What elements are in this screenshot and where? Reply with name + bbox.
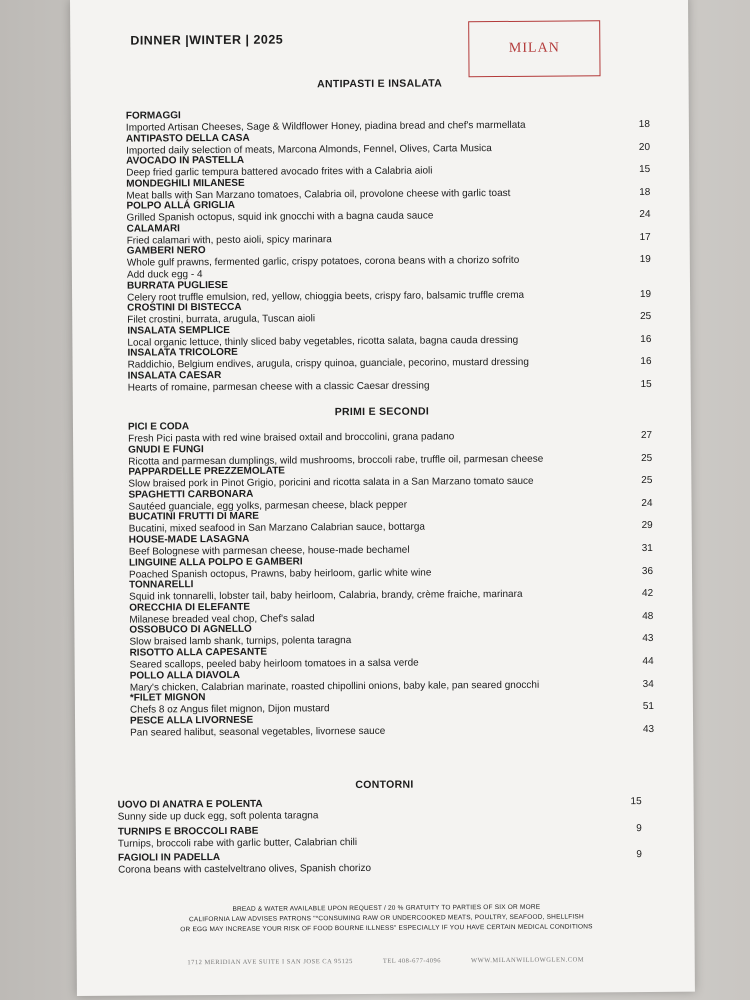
item-description: Local organic lettuce, thinly sliced baby vegetables, ricotta salata, bagna cauda dressing: [127, 334, 519, 349]
item-description: Seared scallops, peeled baby heirloom tomatoes in a salsa verde: [129, 657, 419, 671]
menu-item: [117, 796, 642, 823]
item-price: 18: [638, 118, 650, 131]
item-name: HOUSE-MADE LASAGNA: [128, 533, 250, 546]
item-description: Milanese breaded veal chop, Chef's salad: [129, 613, 315, 626]
item-price: 19: [639, 288, 652, 300]
restaurant-contact: [77, 956, 695, 967]
item-description: Grilled Spanish octopus, squid ink gnocchi with a bagna cauda sauce: [126, 210, 434, 224]
item-description: Raddichio, Belgium endives, arugula, crispy quinoa, guanciale, pecorino, mustard dressing: [127, 356, 529, 371]
menu-footer: [116, 902, 656, 936]
item-price: 15: [640, 378, 652, 390]
item-description: Pan seared halibut, seasonal vegetables, livornese sauce: [130, 725, 386, 739]
item-description: Hearts of romaine, parmesan cheese with a classic Caesar dressing: [127, 379, 430, 394]
item-description: Beef Bolognese with parmesan cheese, house-made bechamel: [128, 544, 410, 558]
logo-text: MILAN: [508, 40, 560, 56]
footer-line-1: BREAD & WATER AVAILABLE UPON REQUEST / 20 % GRATUITY TO PARTIES OF SIX OR MORE: [232, 903, 541, 913]
item-name: INSALATA SEMPLICE: [127, 324, 230, 337]
item-price: 15: [630, 796, 642, 808]
item-description: Slow braised lamb shank, turnips, polenta taragna: [129, 635, 352, 648]
item-price: 9: [636, 822, 642, 834]
item-price: 16: [640, 333, 652, 345]
item-price: 24: [639, 208, 651, 221]
item-price: 9: [636, 849, 643, 861]
item-name: LINGUINE ALLA POLPO E GAMBERI: [128, 555, 303, 569]
item-name: OSSOBUCO DI AGNELLO: [129, 624, 252, 636]
item-description: Squid ink tonnarelli, lobster tail, baby heirloom, Calabria, brandy, crème fraiche, marinara: [129, 589, 523, 603]
item-name: CALAMARI: [126, 222, 180, 235]
item-name: FORMAGGI: [125, 110, 181, 122]
item-price: 51: [642, 701, 654, 713]
item-name: GAMBERI NERO: [126, 245, 206, 257]
item-description: Chefs 8 oz Angus filet mignon, Dijon mustard: [129, 703, 330, 716]
menu-item: [117, 849, 643, 876]
item-price: 43: [642, 723, 655, 735]
item-price: 15: [639, 163, 651, 176]
item-name: INSALATA TRICOLORE: [127, 346, 238, 359]
item-name: BUCATINI FRUTTI DI MARE: [128, 511, 260, 523]
section-title-contorni: CONTORNI: [355, 778, 414, 792]
item-name: AVOCADO IN PASTELLA: [126, 154, 245, 167]
item-description: Fresh Pici pasta with red wine braised oxtail and broccolini, grana padano: [128, 431, 455, 445]
item-price: 36: [641, 565, 654, 577]
item-description: Filet crostini, burrata, arugula, Tuscan aioli: [127, 313, 316, 326]
item-name: POLPO ALLÁ GRIGLIA: [126, 199, 235, 212]
item-description: Meat balls with San Marzano tomatoes, Calabria oil, provolone cheese with garlic toast: [126, 187, 511, 202]
item-name: MONDEGHILI MILANESE: [126, 177, 245, 190]
item-price: 20: [638, 141, 651, 153]
item-description: Fried calamari with, pesto aioli, spicy marinara: [126, 233, 332, 247]
item-price: 29: [641, 520, 653, 532]
item-description: Bucatini, mixed seafood in San Marzano Calabrian sauce, bottarga: [128, 521, 426, 535]
item-price: 42: [641, 588, 654, 600]
restaurant-logo: [468, 20, 600, 77]
menu-title: DINNER |WINTER | 2025: [130, 32, 284, 48]
item-name: UOVO DI ANATRA E POLENTA: [117, 798, 263, 811]
section-title-antipasti: ANTIPASTI E INSALATA: [317, 77, 443, 91]
item-name: ORECCHIA DI ELEFANTE: [129, 601, 251, 614]
item-description: Mary's chicken, Calabrian marinate, roasted chipollini onions, baby kale, pan seared gnocchi: [129, 679, 540, 694]
item-price: 25: [641, 452, 653, 464]
footer-line-3: OR EGG MAY INCREASE YOUR RISK OF FOOD BOURNE ILLNESS" ESPECIALLY IF YOU HAVE CERTAIN MEDICAL CONDITIONS: [180, 923, 593, 934]
item-price: 16: [640, 355, 652, 368]
menu-item: [129, 712, 655, 739]
menu-item: [126, 242, 651, 281]
item-price: 24: [641, 497, 653, 509]
item-name: BURRATA PUGLIESE: [126, 279, 228, 292]
item-description: Imported Artisan Cheeses, Sage & Wildflower Honey, piadina bread and chef's marmellata: [125, 119, 526, 134]
item-description: Poached Spanish octopus, Prawns, baby heirloom, garlic white wine: [128, 567, 432, 581]
item-description: Sunny side up duck egg, soft polenta taragna: [117, 810, 319, 823]
item-price: 17: [639, 231, 651, 243]
item-description: Ricotta and parmesan dumplings, wild mushrooms, broccoli rabe, truffle oil, parmesan cheese: [128, 453, 544, 468]
item-name: INSALATA CAESAR: [127, 369, 222, 382]
item-name: FAGIOLI IN PADELLA: [117, 851, 221, 864]
item-name: *FILET MIGNON: [129, 692, 206, 704]
menu-item: [117, 822, 642, 850]
menu-item: [127, 367, 652, 394]
item-price: 48: [642, 610, 654, 622]
item-description: Imported daily selection of meats, Marcona Almonds, Fennel, Olives, Carta Musica: [126, 142, 492, 157]
item-name: PESCE ALLA LIVORNESE: [129, 714, 254, 727]
website-text: WWW.MILANWILLOWGLEN.COM: [470, 956, 585, 965]
item-name: GNUDI E FUNGI: [128, 443, 204, 456]
item-name: ANTIPASTO DELLA CASA: [125, 132, 250, 145]
footer-line-2: CALIFORNIA LAW ADVISES PATRONS "*CONSUMING RAW OR UNDERCOOKED MEATS, POULTRY, SEAFOOD, SHELLFISH: [188, 913, 584, 924]
item-price: 44: [642, 655, 654, 668]
item-price: 43: [642, 633, 654, 645]
item-name: RISOTTO ALLA CAPESANTE: [129, 646, 268, 659]
item-price: 19: [639, 253, 651, 266]
item-price: 27: [640, 429, 653, 442]
item-name: PICI E CODA: [127, 421, 190, 433]
item-price: 34: [642, 678, 654, 690]
item-addon: Add duck egg - 4: [126, 269, 203, 281]
item-description: Deep fried garlic tempura battered avocado frites with a Calabria aioli: [126, 165, 433, 179]
section-title-primi: PRIMI E SECONDI: [334, 405, 430, 419]
item-description: Slow braised pork in Pinot Grigio, poricini and ricotta salata in a San Marzano tomato sauce: [128, 475, 534, 490]
item-name: CROSTINI DI BISTECCA: [127, 301, 242, 314]
address-text: 1712 MERIDIAN AVE SUITE I SAN JOSE CA 95125: [187, 958, 353, 967]
item-description: Celery root truffle emulsion, red, yellow, chioggia beets, crispy faro, balsamic truffle crema: [127, 289, 525, 304]
item-name: SPAGHETTI CARBONARA: [128, 488, 254, 501]
phone-text: TEL 408-677-4096: [382, 957, 442, 965]
item-name: TURNIPS E BROCCOLI RABE: [117, 825, 259, 838]
item-description: Whole gulf prawns, fermented garlic, crispy potatoes, corona beans with a chorizo sofrito: [126, 254, 520, 269]
item-price: 25: [641, 475, 653, 487]
item-price: 18: [639, 186, 651, 198]
item-name: TONNARELLI: [129, 579, 194, 591]
item-price: 31: [641, 542, 653, 555]
item-name: PAPPARDELLE PREZZEMOLATE: [128, 465, 286, 478]
item-description: Sautéed guanciale, egg yolks, parmesan cheese, black pepper: [128, 499, 408, 513]
item-description: Turnips, broccoli rabe with garlic butter, Calabrian chili: [117, 836, 358, 850]
item-description: Corona beans with castelveltrano olives, Spanish chorizo: [118, 862, 372, 876]
item-name: POLLO ALLA DIAVOLA: [129, 669, 240, 682]
menu-sheet: [70, 0, 695, 996]
item-price: 25: [640, 310, 652, 323]
